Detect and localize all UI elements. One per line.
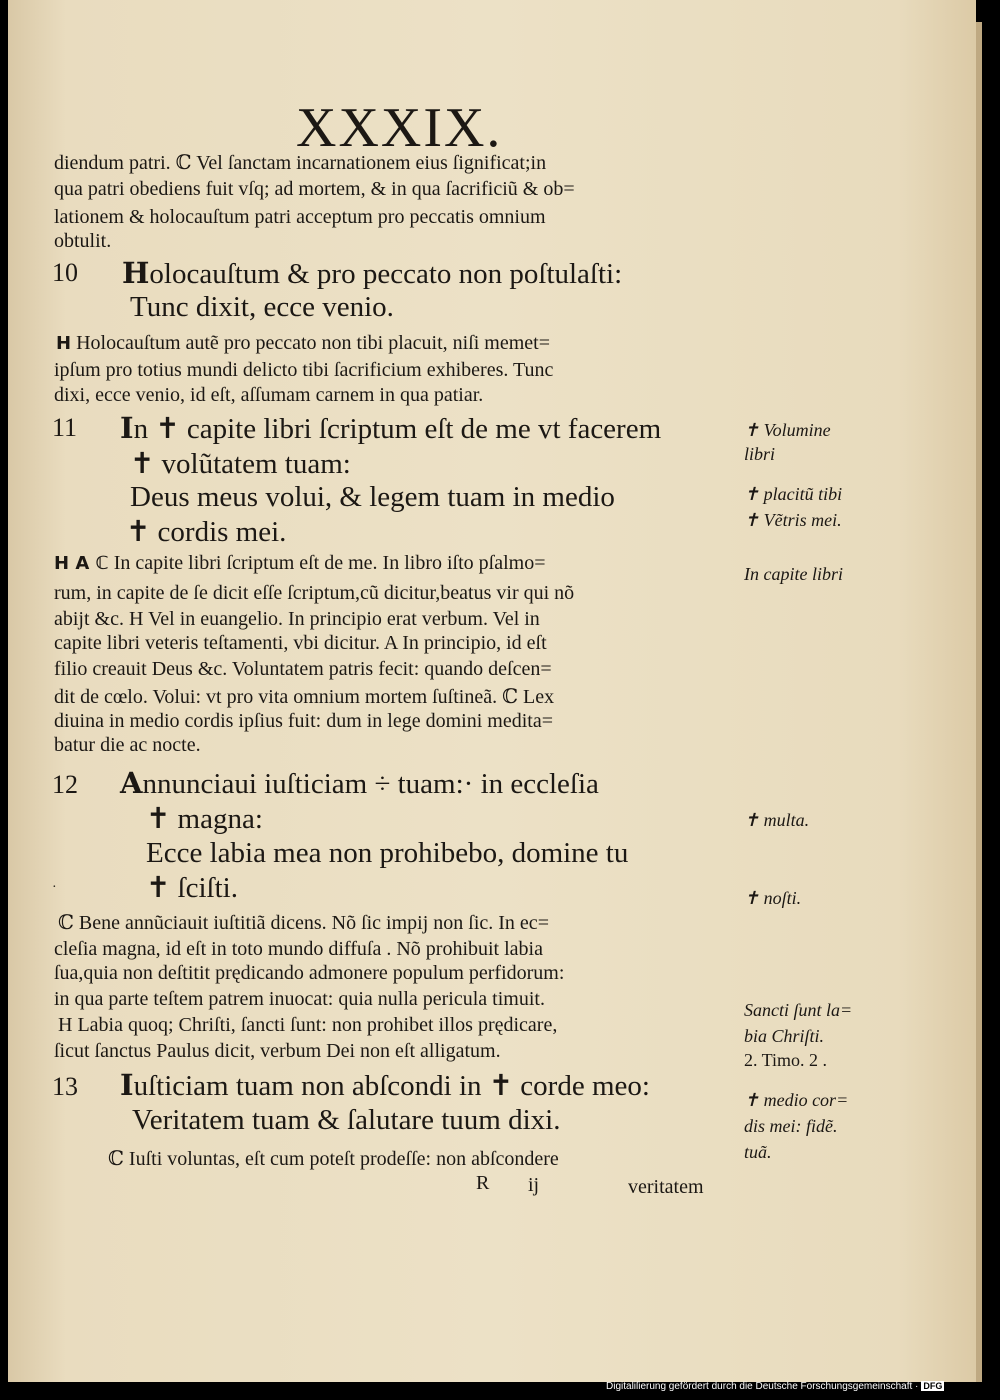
gloss-line: diuina in medio cordis ipſius fuit: dum in lege domini medita= [54, 710, 553, 732]
gloss-line: H A ℂ In capite libri ſcriptum eſt de me. In libro iſto pſalmo= [54, 552, 546, 574]
gloss-line: ſua,quia non deſtitit prędicando admonere populum perfidorum: [54, 962, 565, 984]
verse-text: ✝ ſciſti. [146, 872, 238, 904]
gloss-markers: H A ℂ [54, 553, 109, 574]
verse-text: Annunciaui iuſticiam ÷ tuam:· in eccleſia [120, 766, 599, 800]
margin-note: Sancti ſunt la= [744, 1000, 853, 1020]
stray-mark: · [52, 880, 57, 895]
drop-capital: H [122, 256, 150, 290]
margin-note: ✝ Vẽtris mei. [744, 510, 842, 530]
gloss-line: ℂ Iuſti voluntas, eſt cum poteſt prodeſſe: non abſcondere [108, 1148, 559, 1170]
margin-note: ✝ Volumine [744, 420, 831, 440]
commentary-line: obtulit. [54, 230, 112, 252]
verse-text: ✝ magna: [146, 803, 263, 835]
gloss-line: batur die ac nocte. [54, 734, 201, 756]
signature-number: ij [528, 1174, 540, 1196]
verse-number: 10 [52, 258, 78, 287]
gloss-line: dixi, ecce venio, id eſt, aſſumam carnem in qua patiar. [54, 384, 484, 406]
dfg-logo: DFG [923, 1381, 943, 1391]
margin-note: ✝ multa. [744, 810, 810, 830]
margin-note: bia Chriſti. [744, 1026, 825, 1046]
verse-text: ✝ cordis mei. [126, 516, 287, 548]
drop-capital: I [120, 411, 134, 445]
margin-note: dis mei: fidẽ. [744, 1116, 838, 1136]
gloss-line: ipſum pro totius mundi delicto tibi ſacrificium exhiberes. Tunc [54, 359, 554, 381]
page-edge [976, 22, 982, 1382]
page-header-numeral: XXXIX. [296, 97, 503, 159]
gloss-line: filio creauit Deus &c. Voluntatem patris fecit: quando deſcen= [54, 658, 552, 680]
verse-text: Deus meus volui, & legem tuam in medio [130, 481, 615, 513]
gloss-line: dit de cœlo. Volui: vt pro vita omnium mortem ſuſtineã. ℂ Lex [54, 686, 555, 708]
verse-number: 13 [52, 1072, 78, 1101]
verse-number: 11 [52, 413, 78, 442]
commentary-line: qua patri obediens fuit vſq; ad mortem, & in qua ſacrificiũ & ob= [54, 178, 575, 200]
gloss-line: ſicut ſanctus Paulus dicit, verbum Dei non eſt alligatum. [54, 1040, 501, 1062]
gloss-line: H Labia quoq; Chriſti, ſancti ſunt: non prohibet illos prędicare, [58, 1014, 558, 1036]
margin-note: tuã. [744, 1142, 772, 1162]
drop-capital: A [120, 766, 143, 800]
verse-text: Holocauſtum & pro peccato non poſtulaſti: [122, 256, 623, 290]
signature-mark: R [476, 1172, 490, 1194]
verse-number: 12 [52, 770, 78, 799]
margin-note: libri [744, 444, 776, 464]
gloss-line: ℂ Bene annũciauit iuſtitiã dicens. Nõ ſic impij non ſic. In ec= [58, 912, 549, 934]
margin-note: ✝ noſti. [744, 888, 802, 908]
margin-note: ✝ medio cor= [744, 1090, 849, 1110]
verse-text: Iuſticiam tuam non abſcondi in ✝ corde meo: [120, 1068, 650, 1102]
verse-text: Ecce labia mea non prohibebo, domine tu [146, 837, 629, 869]
digitization-footer: Digitaliſierung gefördert durch die Deutsche Forschungsgemeinschaft · DFG [606, 1381, 943, 1392]
gloss-line: in qua parte teſtem patrem inuocat: quia nulla pericula timuit. [54, 988, 545, 1010]
verse-text: Veritatem tuam & ſalutare tuum dixi. [132, 1104, 561, 1136]
margin-note: In capite libri [744, 564, 843, 584]
verse-text: ✝ volũtatem tuam: [130, 448, 351, 480]
gloss-line: abijt &c. H Vel in euangelio. In principio erat verbum. Vel in [54, 608, 540, 630]
gloss-line: rum, in capite de ſe dicit eſſe ſcriptum,cũ dicitur,beatus vir qui nõ [54, 582, 575, 604]
margin-note: ✝ placitũ tibi [744, 484, 843, 504]
commentary-line: lationem & holocauſtum patri acceptum pro peccatis omnium [54, 206, 546, 228]
gloss-line: cleſia magna, id eſt in toto mundo diffuſa . Nõ prohibuit labia [54, 938, 543, 960]
margin-reference: 2. Timo. 2 . [744, 1050, 828, 1070]
drop-capital: I [120, 1068, 134, 1102]
catchword: veritatem [628, 1176, 704, 1198]
gloss-marker: H [56, 333, 72, 354]
gloss-line: H Holocauſtum autẽ pro peccato non tibi placuit, niſi memet= [56, 332, 551, 354]
verse-text: Tunc dixit, ecce venio. [130, 291, 394, 323]
verse-text: In ✝ capite libri ſcriptum eſt de me vt facerem [120, 411, 662, 445]
commentary-line: diendum patri. ℂ Vel ſanctam incarnationem eius ſignificat;in [54, 152, 547, 174]
gloss-line: capite libri veteris teſtamenti, vbi dicitur. A In principio, id eſt [54, 632, 547, 654]
